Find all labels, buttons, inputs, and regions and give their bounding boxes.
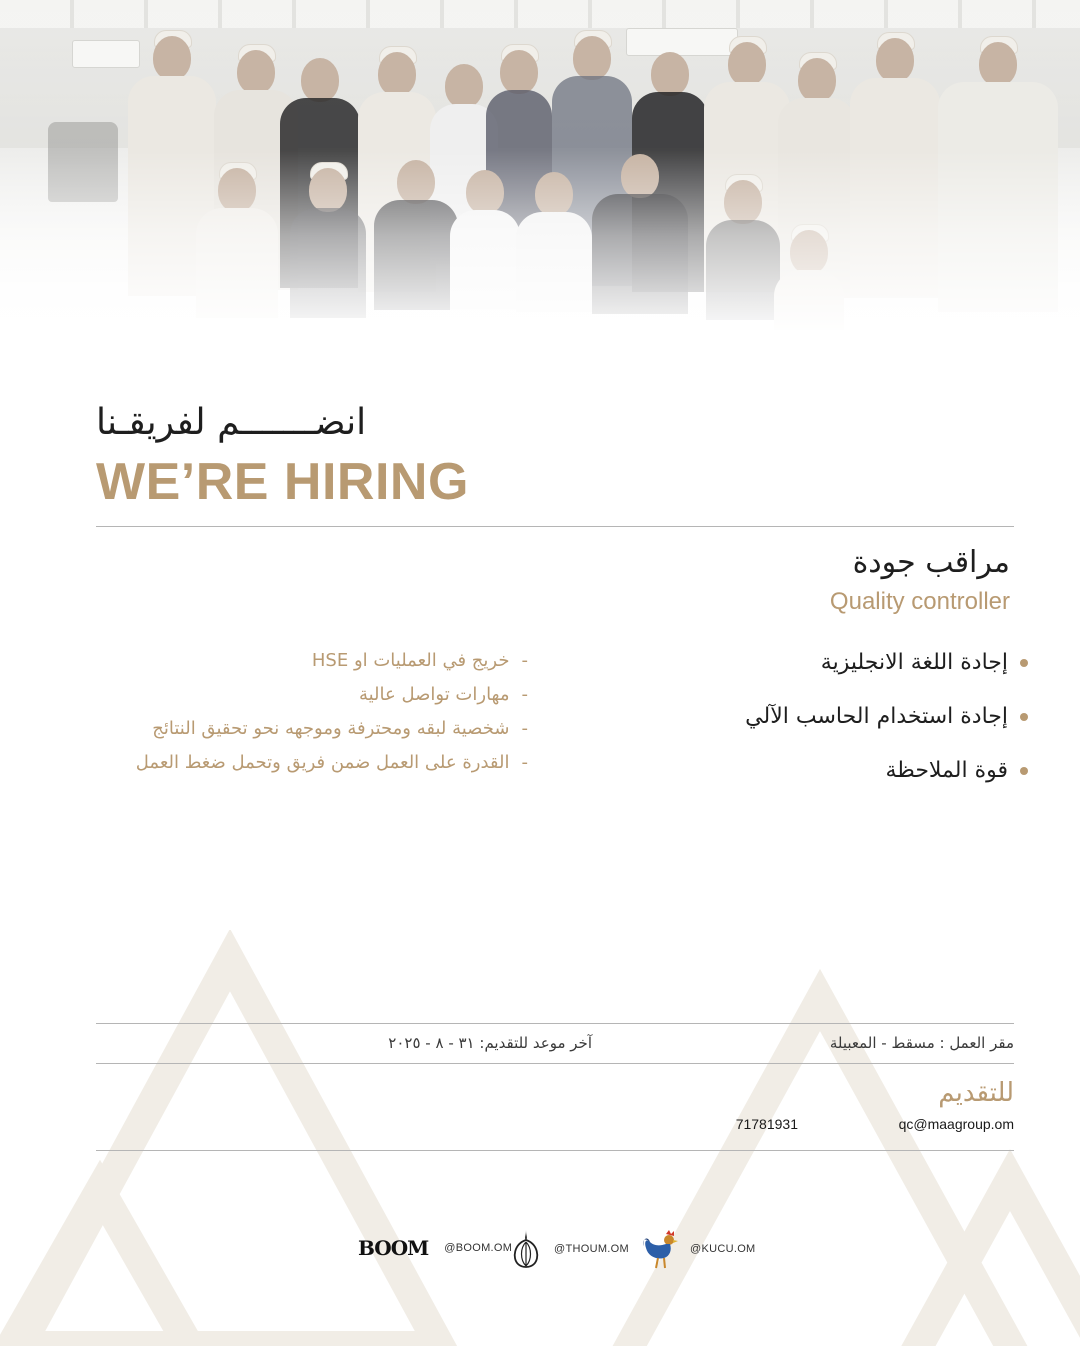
- requirement-item: [152, 718, 528, 739]
- contact-phone[interactable]: 71781931: [735, 1116, 798, 1132]
- brand-boom: [358, 1236, 512, 1260]
- requirement-item: [136, 752, 528, 773]
- brand-footer: [0, 1228, 1080, 1278]
- divider: [96, 1023, 1014, 1024]
- onion-logo-icon: [510, 1228, 542, 1270]
- boom-logo: BOOM: [358, 1236, 429, 1260]
- skill-label: إجادة اللغة الانجليزية: [820, 650, 1008, 675]
- apply-heading: للتقديم: [938, 1078, 1014, 1108]
- application-deadline: آخر موعد للتقديم: ٣١ - ٨ - ٢٠٢٥: [388, 1034, 592, 1052]
- rooster-logo-icon: [640, 1228, 680, 1270]
- requirement-label: القدرة على العمل ضمن فريق وتحمل ضغط العمل: [135, 752, 510, 773]
- bullet-dash: -: [521, 650, 528, 671]
- requirement-label: خريج في العمليات او HSE: [311, 650, 510, 671]
- brand-kucu: [640, 1228, 756, 1270]
- requirement-label: شخصية لبقه ومحترفة وموجهه نحو تحقيق النتائج: [152, 718, 510, 739]
- brand-handle[interactable]: @THOUM.OM: [554, 1243, 629, 1255]
- requirement-item: [312, 650, 528, 671]
- join-our-team-heading: انضـــــــم لفريقـنا: [96, 402, 367, 443]
- divider: [96, 526, 1014, 527]
- skill-item: [885, 758, 1028, 783]
- bullet-dash: -: [521, 752, 528, 773]
- divider: [96, 1063, 1014, 1064]
- bullet-dot-icon: [1020, 767, 1028, 775]
- we-are-hiring-heading: WE’RE HIRING: [96, 453, 469, 511]
- work-location: مقر العمل : مسقط - المعبيلة: [829, 1034, 1014, 1052]
- contact-email[interactable]: qc@maagroup.om: [898, 1116, 1014, 1132]
- background-triangle-pattern: [0, 930, 1080, 1346]
- skill-label: إجادة استخدام الحاسب الآلي: [745, 704, 1008, 729]
- team-photo: [0, 0, 1080, 340]
- skill-item: [821, 650, 1028, 675]
- brand-handle[interactable]: @BOOM.OM: [444, 1242, 513, 1254]
- bullet-dot-icon: [1020, 713, 1028, 721]
- bullet-dash: -: [521, 718, 528, 739]
- requirement-label: مهارات تواصل عالية: [358, 684, 510, 705]
- skill-label: قوة الملاحظة: [885, 758, 1008, 783]
- brand-thoum: [510, 1228, 629, 1270]
- skill-item: [745, 704, 1028, 729]
- requirement-item: [359, 684, 528, 705]
- bullet-dash: -: [521, 684, 528, 705]
- job-title-english: Quality controller: [829, 588, 1010, 615]
- bullet-dot-icon: [1020, 659, 1028, 667]
- divider: [96, 1150, 1014, 1151]
- brand-handle[interactable]: @KUCU.OM: [690, 1243, 756, 1255]
- job-title-arabic: مراقب جودة: [852, 545, 1010, 580]
